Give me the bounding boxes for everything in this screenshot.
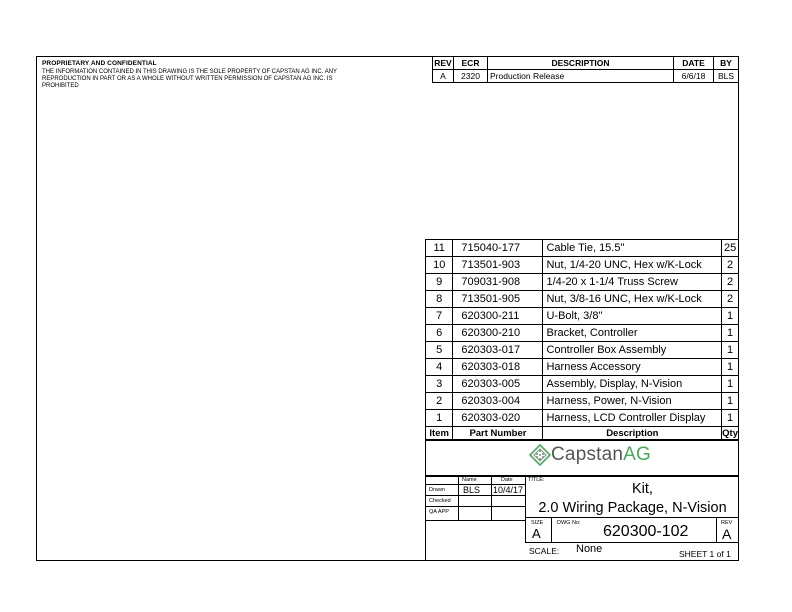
- drawn-date: 10/4/17: [493, 485, 524, 495]
- bom-row: [426, 325, 739, 342]
- bom-desc: Cable Tie, 15.5": [543, 240, 722, 257]
- bom-desc: Harness, LCD Controller Display: [543, 410, 722, 427]
- bom-item: 7: [426, 308, 453, 325]
- bom-part: 620303-004: [453, 393, 543, 410]
- drawn-name: BLS: [463, 485, 481, 495]
- bom-part: 713501-903: [453, 257, 543, 274]
- bom-row: [426, 274, 739, 291]
- bom-qty: 1: [722, 410, 739, 427]
- bom-qty: 2: [722, 257, 739, 274]
- date-cell: 6/6/18: [674, 70, 714, 83]
- ecr-header: ECR: [454, 57, 488, 70]
- title-line-2: 2.0 Wiring Package, N-Vision: [538, 500, 727, 516]
- size-value: A: [532, 526, 541, 541]
- bom-row: [426, 291, 739, 308]
- bom-qty: 25: [722, 240, 739, 257]
- capstan-diamond-icon: [529, 444, 551, 466]
- proprietary-notice: [42, 60, 342, 90]
- bom-qty: 2: [722, 291, 739, 308]
- title-label: TITLE:: [528, 477, 545, 483]
- proprietary-body: THE INFORMATION CONTAINED IN THIS DRAWING IS THE SOLE PROPERTY OF CAPSTAN AG INC. ANY REPRODUCTION IN PART OR AS A WHOLE WITHOUT WRITTEN PERMISSION OF CAPSTAN AG INC. IS PROHIBITED: [42, 69, 337, 89]
- bom-part-header: Part Number: [453, 427, 543, 440]
- rev-label: REV: [721, 520, 733, 526]
- bom-row: [426, 308, 739, 325]
- bom-part: 620303-017: [453, 342, 543, 359]
- name-label: Name: [462, 477, 477, 483]
- drawn-label: Drawn: [429, 487, 445, 493]
- bom-desc: Assembly, Display, N-Vision: [543, 376, 722, 393]
- revision-row: [433, 70, 739, 83]
- date-header: DATE: [674, 57, 714, 70]
- bom-qty: 1: [722, 308, 739, 325]
- bom-desc: Bracket, Controller: [543, 325, 722, 342]
- bom-row: [426, 359, 739, 376]
- drawing-title: [526, 480, 739, 518]
- bom-qty: 1: [722, 359, 739, 376]
- bom-part: 709031-908: [453, 274, 543, 291]
- bom-qty: 1: [722, 325, 739, 342]
- dwg-number: 620300-102: [603, 523, 689, 540]
- by-header: BY: [714, 57, 739, 70]
- logo-text-accent: AG: [623, 444, 652, 465]
- bom-part: 713501-905: [453, 291, 543, 308]
- bom-item: 8: [426, 291, 453, 308]
- bom-part: 620303-005: [453, 376, 543, 393]
- revision-table: [432, 56, 739, 83]
- bom-qty: 1: [722, 342, 739, 359]
- capstan-logo: [529, 444, 651, 466]
- bom-qty-header: Qty: [722, 427, 738, 439]
- bom-desc: Harness Accessory: [543, 359, 722, 376]
- scale-value: None: [576, 543, 603, 555]
- bom-part: 620300-211: [453, 308, 543, 325]
- bom-part: 620303-018: [453, 359, 543, 376]
- checked-label: Checked: [429, 498, 451, 504]
- qa-label: QA APP: [429, 509, 449, 515]
- bom-desc: U-Bolt, 3/8": [543, 308, 722, 325]
- rev-header: REV: [434, 58, 452, 68]
- logo-text: [551, 444, 651, 466]
- bom-item-header: Item: [426, 427, 453, 440]
- proprietary-title: PROPRIETARY AND CONFIDENTIAL: [42, 60, 157, 67]
- bom-part: 620303-020: [453, 410, 543, 427]
- bom-desc: Nut, 3/8-16 UNC, Hex w/K-Lock: [543, 291, 722, 308]
- bom-item: 5: [426, 342, 453, 359]
- bom-item: 3: [426, 376, 453, 393]
- bom-row: [426, 393, 739, 410]
- rev-value: A: [722, 526, 732, 542]
- bom-desc: Controller Box Assembly: [543, 342, 722, 359]
- description-cell: Production Release: [488, 70, 674, 83]
- bom-desc: Harness, Power, N-Vision: [543, 393, 722, 410]
- bom-desc: 1/4-20 x 1-1/4 Truss Screw: [543, 274, 722, 291]
- date-label: Date: [501, 477, 513, 483]
- bom-row: [426, 376, 739, 393]
- bom-header-row: [426, 427, 739, 440]
- bom-row: [426, 342, 739, 359]
- dwg-label: DWG No:: [557, 520, 581, 526]
- title-line-1: Kit,: [632, 481, 653, 497]
- size-label: SIZE: [531, 520, 544, 526]
- bom-row: [426, 410, 739, 427]
- bom-item: 4: [426, 359, 453, 376]
- bom-item: 10: [426, 257, 453, 274]
- by-cell: BLS: [714, 70, 739, 83]
- bom-qty: 1: [722, 393, 739, 410]
- sheet-number: SHEET 1 of 1: [679, 549, 731, 559]
- rev-cell: A: [433, 70, 454, 83]
- bom-item: 6: [426, 325, 453, 342]
- bom-part: 620300-210: [453, 325, 543, 342]
- bom-item: 11: [426, 240, 453, 257]
- bom-part: 715040-177: [453, 240, 543, 257]
- bom-item: 1: [426, 410, 453, 427]
- description-header: DESCRIPTION: [488, 57, 674, 70]
- bom-row: [426, 240, 739, 257]
- bom-qty: 1: [722, 376, 739, 393]
- scale-label: SCALE:: [529, 546, 560, 556]
- bom-row: [426, 257, 739, 274]
- bom-desc-header: Description: [543, 427, 722, 440]
- bom-desc: Nut, 1/4-20 UNC, Hex w/K-Lock: [543, 257, 722, 274]
- bom-item: 2: [426, 393, 453, 410]
- logo-text-main: Capstan: [551, 444, 624, 465]
- bom-qty: 2: [722, 274, 739, 291]
- ecr-cell: 2320: [454, 70, 488, 83]
- bom-item: 9: [426, 274, 453, 291]
- bom-table: [425, 239, 739, 440]
